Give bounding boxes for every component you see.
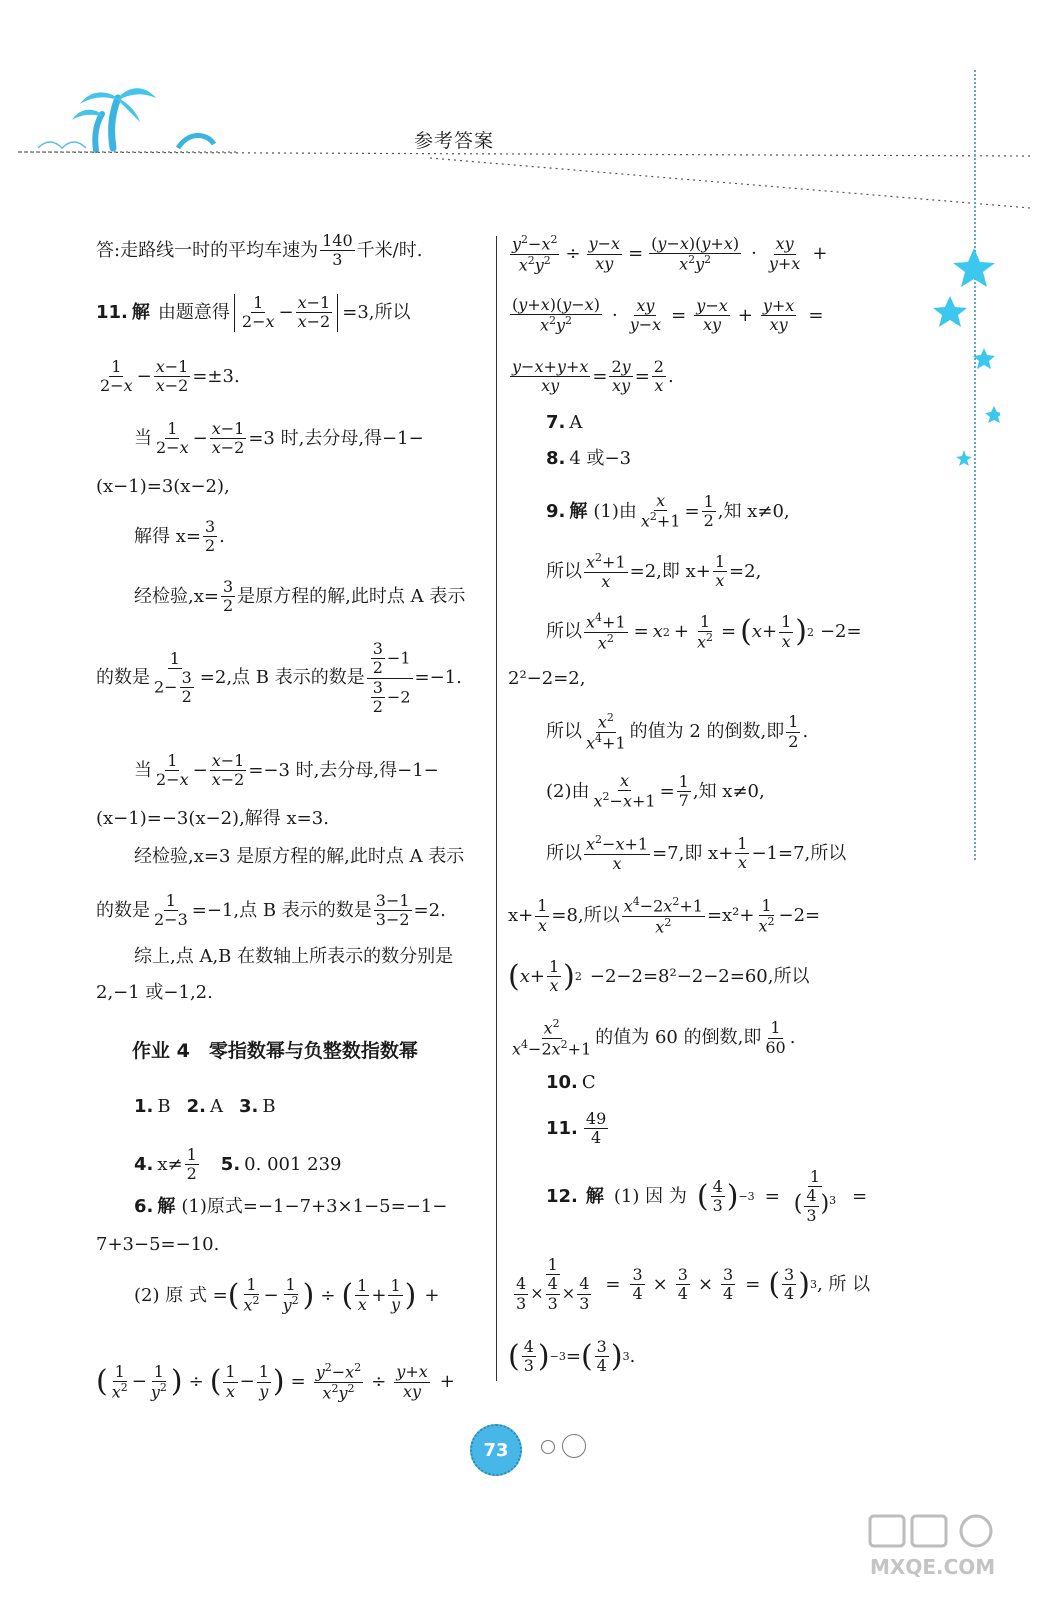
case-line: 当 1 2−x − $\frac{x-1}{x-2}$ =−3 时,去分母,得−1− [134, 751, 439, 790]
fraction: $\frac{3}{2}$ −1 $\frac{3}{2}$ −2 [367, 640, 413, 717]
q12-line: 1 $\frac{4}{3}$ × $\frac{4}{3}$ × $\frac{4}{3}$ = $\frac{3}{4}$ × $\frac{3}{4}$ × $\frac{3}{4}$ = ( 3 4 ) 3 , 所 以 [516, 1255, 871, 1313]
text: (x−1)=3(x−2), [96, 476, 230, 497]
denominator: 2 [204, 536, 216, 556]
text: =8,所以 [551, 905, 620, 927]
text: −2= [819, 621, 862, 643]
text: =−3 时,去分母,得−1− [248, 759, 439, 781]
q9-line: (2)由 x $x^2-x+1$ = 1 7 ,知 x≠0, [546, 771, 765, 811]
answer: A [569, 412, 583, 433]
text: (1)原式=−1−7+3×1−5=−1− [181, 1196, 448, 1217]
q6-2-line: (2) 原 式 = ( 1 $x^2$ − 1 $y^2$ ) ÷ ( 1 x + 1 y ) + [134, 1275, 440, 1315]
question-number: 1. [134, 1096, 154, 1117]
text: (x−1)=−3(x−2),解得 x=3. [96, 808, 329, 829]
q9-line: 所以 $\frac{x^4+1}{x^2}$ = x 2 + $\frac{1}{x^2}$ = ( x + 1 x ) 2 −2= [546, 611, 862, 653]
q11-line [96, 294, 411, 332]
solution-label: 解 [131, 301, 150, 323]
fraction: 1 2−x [156, 419, 189, 458]
header-dotted-rule [0, 150, 1064, 220]
answer: B [157, 1096, 171, 1117]
fraction: $\frac{x-1}{x-2}$ [211, 419, 245, 458]
answer-line [508, 450, 631, 468]
text: (1) 因 为 [613, 1185, 687, 1207]
answer-line: 11. 49 4 [546, 1109, 607, 1148]
fraction: 1 2− $\frac{3}{2}$ [154, 648, 192, 707]
answer: C [581, 1072, 596, 1093]
equation-line: 1 2−x − $\frac{x-1}{x-2}$ =±3. [100, 357, 240, 396]
page-number: 73 [470, 1424, 522, 1476]
q12-line: ( 4 3 ) −3 = ( 3 4 ) 3 . [508, 1337, 636, 1376]
watermark-logo [864, 1512, 1034, 1582]
question-number: 4. [134, 1153, 154, 1175]
text: 解得 x= [134, 525, 201, 547]
palm-tree-icon [18, 78, 238, 158]
equation-line: y−x+y+x xy = 2y xy = 2 x . [512, 357, 674, 396]
star-icon [956, 450, 972, 466]
question-number: 9. [546, 500, 566, 522]
text: (2) 原 式 = [134, 1284, 228, 1306]
text: (2)由 [546, 780, 590, 802]
text: 经检验,x= [134, 585, 219, 607]
text: 所以 [546, 621, 582, 643]
absolute-value: 1 2−x − x−1 x−2 [234, 294, 338, 332]
text: , 所 以 [816, 1273, 871, 1295]
solution-label: 解 [157, 1196, 176, 1217]
solution-label: 解 [585, 1185, 604, 1207]
text: −2= [778, 905, 821, 927]
answer: 4 或−3 [569, 448, 632, 469]
fraction: 1 2−x [156, 751, 189, 790]
q6-line [96, 1198, 447, 1216]
text: 答:走路线一时的平均车速为 [96, 239, 319, 261]
text: =±3. [192, 365, 240, 387]
equation-line: (y+x)(y−x) $x^2y^2$ · $\frac{xy}{y-x}$ = $\frac{y-x}{xy}$ + $\frac{y+x}{xy}$ = [512, 295, 824, 335]
text: 所以 [546, 721, 582, 743]
q9-line: $x^2$ $x^4-2x^2+1$ 的值为 60 的倒数,即 1 60 . [512, 1017, 796, 1059]
page-header [0, 0, 1064, 220]
star-icon [933, 296, 967, 327]
circle-decoration-icon [562, 1434, 586, 1458]
text: 所以 [546, 842, 582, 864]
text: =−1,点 B 表示的数是 [191, 899, 372, 921]
solve-line: 解得 x= $\frac{3}{2}$ . [134, 517, 225, 556]
text: ,知 x≠0, [717, 500, 790, 522]
case-line: 当 1 2−x − $\frac{x-1}{x-2}$ =3 时,去分母,得−1− [134, 419, 424, 458]
question-number: 2. [186, 1096, 206, 1117]
fraction: $\frac{1}{2-3}$ [154, 891, 188, 930]
numerator: 3 [204, 517, 216, 536]
text: 的值为 60 的倒数,即 [595, 1027, 762, 1049]
question-number: 6. [134, 1196, 154, 1217]
answer-line [508, 414, 582, 432]
text: 经检验,x=3 是原方程的解,此时点 A 表示 [134, 846, 465, 867]
text: −1=7,所以 [751, 842, 847, 864]
answer: 0. 001 239 [244, 1153, 342, 1175]
question-number: 11. [546, 1117, 578, 1139]
answer: B [262, 1096, 276, 1117]
text: −2−2=8²−2−2=60,所以 [589, 965, 810, 987]
question-number: 10. [546, 1072, 578, 1093]
answers-line [96, 1146, 342, 1184]
answer-line [96, 232, 422, 270]
fraction: $\frac{3-1}{3-2}$ [375, 891, 410, 930]
text: 综上,点 A,B 在数轴上所表示的数分别是 [134, 946, 454, 967]
fraction: $\frac{x-1}{x-2}$ [155, 357, 189, 396]
question-number: 11. [96, 301, 128, 323]
question-number: 12. [546, 1185, 578, 1207]
q9-line: 所以 $\frac{x^2-x+1}{x}$ =7,即 x+ $\frac{1}{x}$ −1=7,所以 [546, 833, 847, 873]
text: 2,−1 或−1,2. [96, 982, 213, 1003]
answer: A [209, 1096, 223, 1117]
text: =2. [413, 899, 446, 921]
text: =3 时,去分母,得−1− [248, 427, 424, 449]
text: 是原方程的解,此时点 A 表示 [237, 585, 466, 607]
text: 千米/时. [356, 239, 423, 261]
text: =2, [729, 560, 762, 582]
solution-label: 解 [569, 500, 588, 522]
text: =7,即 x+ [652, 842, 734, 864]
text: (1)由 [593, 500, 637, 522]
question-number: 5. [220, 1153, 241, 1175]
check-line [96, 578, 465, 616]
fraction: $\frac{3}{2}$ [222, 577, 234, 616]
text: 当 [134, 759, 152, 781]
text: =−1. [414, 667, 462, 689]
text-line [96, 948, 453, 966]
q9-line: 所以 $\frac{x^2+1}{x}$ =2,即 x+ $\frac{1}{x}$ =2, [546, 551, 762, 591]
fraction: 1 2 [186, 1145, 197, 1184]
q9-line: x+ $\frac{1}{x}$ =8,所以 $\frac{x^4-2x^2+1}{x^2}$ =x²+ $\frac{1}{x^2}$ −2= [508, 895, 821, 937]
text: =3,所以 [342, 301, 411, 323]
fraction: 1 2−x [241, 293, 275, 332]
text: 所以 [546, 560, 582, 582]
text-line [96, 478, 230, 496]
q9-line: 所以 $x^2$ $x^4+1$ 的值为 2 的倒数,即 1 2 . [546, 711, 809, 753]
text: =x²+ [706, 905, 755, 927]
text-line [96, 984, 213, 1002]
answer: x≠ [157, 1153, 183, 1175]
question-number: 7. [546, 412, 566, 433]
watermark-text: MXQE.COM [870, 1555, 996, 1579]
circle-decoration-icon [541, 1440, 555, 1454]
text: 的数是 [96, 667, 150, 689]
fraction [203, 518, 217, 556]
q12-line: 12. 解 (1) 因 为 ( 4 3 ) −3 = 1 ( $\frac{4}{3}$ )$^3$ = [546, 1167, 868, 1225]
denominator: 3 [332, 250, 343, 270]
fraction: x−1 x−2 [297, 293, 331, 332]
equation-line: ( 1 $x^2$ − 1 $y^2$ ) ÷ ( 1 x − 1 y ) = $\frac{y^2-x^2}{x^2y^2}$ ÷ $\frac{y+x}{xy}$ + [96, 1361, 455, 1403]
text-line [96, 810, 329, 828]
value-line [96, 640, 462, 717]
text: =2,即 x+ [629, 560, 711, 582]
fraction: $\frac{x-1}{x-2}$ [211, 751, 245, 790]
text: 当 [134, 427, 152, 449]
text: x+ [508, 905, 534, 927]
text: 2²−2=2, [508, 668, 586, 689]
numerator: 140 [322, 231, 353, 250]
column-divider [496, 236, 497, 1381]
star-icon [985, 406, 1000, 423]
text: 7+3−5=−10. [96, 1234, 220, 1255]
text-line [96, 848, 464, 866]
text: 的数是 [96, 899, 150, 921]
q9-line: ( x + 1 x ) 2 −2−2=8²−2−2=60,所以 [508, 957, 810, 996]
text-line [96, 1236, 219, 1254]
answer-line [508, 1074, 596, 1092]
text: 的值为 2 的倒数,即 [629, 721, 785, 743]
equation-line: $\frac{y^2-x^2}{x^2y^2}$ ÷ $\frac{y-x}{xy}$ = $\frac{(y-x)(y+x)}{x^2y^2}$ · xy y+x + [512, 233, 828, 275]
star-icon [953, 248, 995, 287]
answers-line [96, 1098, 276, 1116]
fraction: 1 2−x [100, 357, 133, 396]
text: ,知 x≠0, [692, 780, 765, 802]
fraction [320, 232, 355, 270]
text-line [508, 670, 585, 688]
q9-line: 9. 解 (1)由 x $x^2+1$ = 1 2 ,知 x≠0, [546, 491, 790, 531]
value-line [96, 892, 446, 930]
section-title: 作业 4 零指数幂与负整数指数幂 [132, 1040, 418, 1062]
question-number: 3. [238, 1096, 259, 1117]
question-number: 8. [546, 448, 566, 469]
text: =2,点 B 表示的数是 [199, 667, 365, 689]
star-icon [973, 348, 995, 369]
stars-decoration [930, 230, 1000, 480]
text: 由题意得 [157, 301, 230, 323]
header-title: 参考答案 [414, 130, 495, 152]
